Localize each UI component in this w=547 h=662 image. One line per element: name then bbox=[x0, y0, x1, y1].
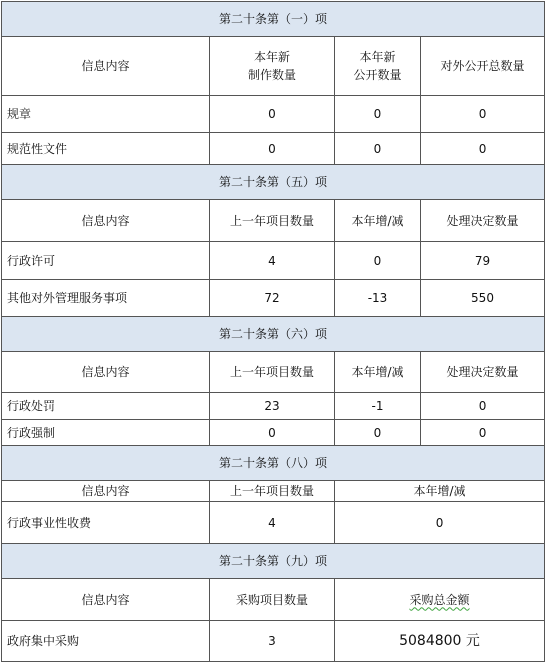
column-header: 上一年项目数量 bbox=[210, 352, 335, 393]
column-header: 本年增/减 bbox=[335, 200, 421, 242]
column-header: 上一年项目数量 bbox=[210, 200, 335, 242]
cell-value: 0 bbox=[421, 133, 545, 165]
cell-value: 0 bbox=[210, 96, 335, 133]
disclosure-statistics-table bbox=[1, 1, 545, 662]
cell-value: 0 bbox=[421, 393, 545, 420]
cell-value: 0 bbox=[335, 420, 421, 446]
column-header: 信息内容 bbox=[2, 37, 210, 96]
cell-value: 5084800 元 bbox=[335, 621, 545, 662]
column-header: 对外公开总数量 bbox=[421, 37, 545, 96]
column-header bbox=[210, 37, 335, 96]
column-header: 处理决定数量 bbox=[421, 200, 545, 242]
cell-value: 0 bbox=[421, 96, 545, 133]
cell-value: -1 bbox=[335, 393, 421, 420]
cell-value: 72 bbox=[210, 280, 335, 317]
section-title: 第二十条第（五）项 bbox=[2, 165, 545, 200]
row-label: 行政许可 bbox=[2, 242, 210, 280]
cell-value: 3 bbox=[210, 621, 335, 662]
table-row bbox=[2, 393, 545, 420]
cell-value: 550 bbox=[421, 280, 545, 317]
column-header: 信息内容 bbox=[2, 481, 210, 502]
cell-value: -13 bbox=[335, 280, 421, 317]
row-label: 规范性文件 bbox=[2, 133, 210, 165]
column-header: 采购项目数量 bbox=[210, 579, 335, 621]
section-title: 第二十条第（一）项 bbox=[2, 2, 545, 37]
row-label: 行政处罚 bbox=[2, 393, 210, 420]
column-header: 信息内容 bbox=[2, 200, 210, 242]
column-header bbox=[335, 579, 545, 621]
table-row bbox=[2, 280, 545, 317]
column-header: 上一年项目数量 bbox=[210, 481, 335, 502]
row-label: 其他对外管理服务事项 bbox=[2, 280, 210, 317]
cell-value: 0 bbox=[421, 420, 545, 446]
row-label: 政府集中采购 bbox=[2, 621, 210, 662]
column-header: 本年增/减 bbox=[335, 481, 545, 502]
cell-value: 0 bbox=[335, 242, 421, 280]
table-row bbox=[2, 502, 545, 544]
cell-value: 23 bbox=[210, 393, 335, 420]
section-title: 第二十条第（六）项 bbox=[2, 317, 545, 352]
cell-value: 0 bbox=[210, 133, 335, 165]
row-label: 行政事业性收费 bbox=[2, 502, 210, 544]
header-text: 本年新 公开数量 bbox=[353, 50, 402, 82]
table-row bbox=[2, 133, 545, 165]
table-row bbox=[2, 242, 545, 280]
table-row bbox=[2, 621, 545, 662]
column-header: 本年增/减 bbox=[335, 352, 421, 393]
table-row bbox=[2, 96, 545, 133]
row-label: 规章 bbox=[2, 96, 210, 133]
cell-value: 4 bbox=[210, 502, 335, 544]
cell-value: 4 bbox=[210, 242, 335, 280]
section-title: 第二十条第（八）项 bbox=[2, 446, 545, 481]
column-header: 信息内容 bbox=[2, 579, 210, 621]
table-row bbox=[2, 420, 545, 446]
cell-value: 0 bbox=[335, 133, 421, 165]
header-text: 采购总金额 bbox=[409, 592, 470, 607]
header-text: 本年新 制作数量 bbox=[247, 50, 296, 82]
column-header bbox=[335, 37, 421, 96]
column-header: 信息内容 bbox=[2, 352, 210, 393]
cell-value: 0 bbox=[210, 420, 335, 446]
cell-value: 0 bbox=[335, 502, 545, 544]
row-label: 行政强制 bbox=[2, 420, 210, 446]
section-title: 第二十条第（九）项 bbox=[2, 544, 545, 579]
cell-value: 0 bbox=[335, 96, 421, 133]
column-header: 处理决定数量 bbox=[421, 352, 545, 393]
cell-value: 79 bbox=[421, 242, 545, 280]
